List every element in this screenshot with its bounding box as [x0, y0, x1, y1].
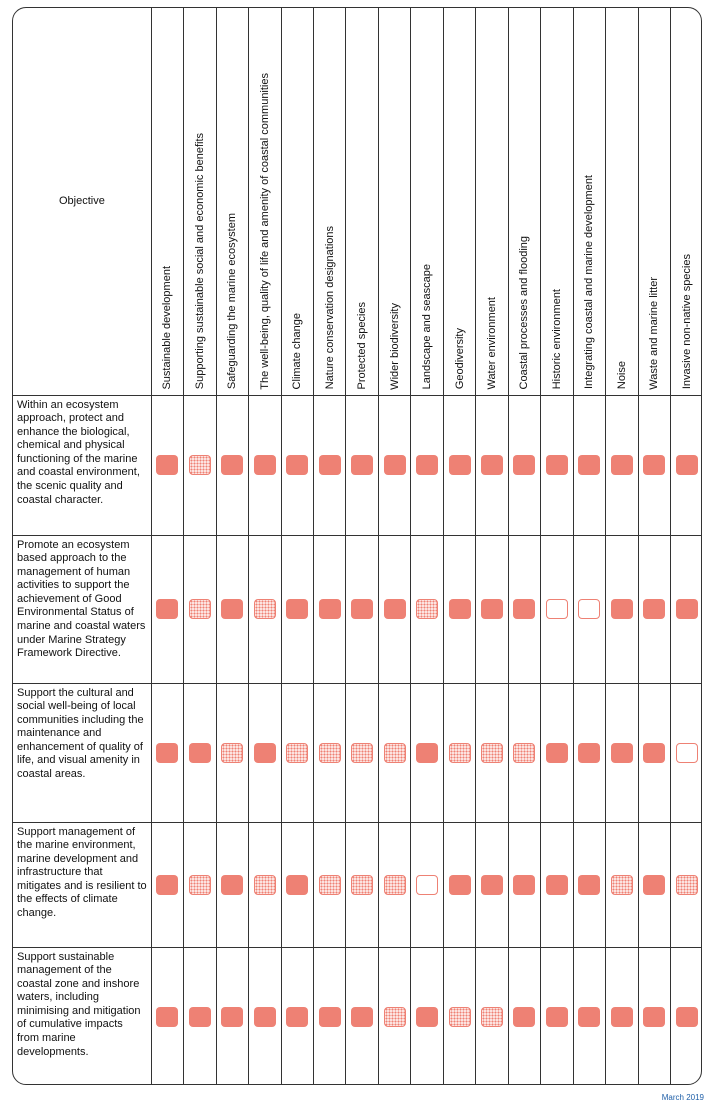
partial-marker — [384, 1007, 406, 1027]
matrix-table — [13, 8, 702, 1085]
compatible-marker — [546, 875, 568, 895]
partial-marker — [189, 875, 211, 895]
matrix-cell — [476, 535, 508, 683]
partial-marker — [676, 875, 698, 895]
compatible-marker — [676, 1007, 698, 1027]
compatible-marker — [578, 743, 600, 763]
partial-marker — [481, 743, 503, 763]
objective-text: Promote an ecosystem based approach to the management of human activities to support the achievement of Good Environmental Status of marine and coastal waters under Marine Strategy Framework Directive. — [13, 535, 151, 683]
compatible-marker — [384, 599, 406, 619]
compatible-marker — [319, 455, 341, 475]
header-row — [13, 8, 702, 395]
compatible-marker — [513, 1007, 535, 1027]
matrix-cell — [508, 535, 540, 683]
theme-label: Historic environment — [550, 289, 563, 390]
matrix-cell — [411, 947, 443, 1085]
compatible-marker — [221, 875, 243, 895]
matrix-cell — [606, 535, 638, 683]
matrix-cell — [151, 535, 183, 683]
theme-header — [281, 8, 313, 395]
compatible-marker — [416, 455, 438, 475]
matrix-cell — [671, 822, 702, 947]
theme-label: Sustainable development — [161, 265, 174, 390]
compatible-marker — [254, 455, 276, 475]
theme-header — [378, 8, 410, 395]
compatible-marker — [156, 455, 178, 475]
compatible-marker — [351, 455, 373, 475]
partial-marker — [351, 875, 373, 895]
matrix-cell — [184, 395, 216, 535]
matrix-cell — [151, 683, 183, 822]
objective-row — [13, 683, 702, 822]
compatible-marker — [189, 1007, 211, 1027]
compatible-marker — [416, 743, 438, 763]
compatible-marker — [643, 875, 665, 895]
matrix-cell — [638, 395, 670, 535]
objective-text: Support sustainable management of the coastal zone and inshore waters, including minimising and mitigation of cumulative impacts from marine developments. — [13, 947, 151, 1085]
matrix-cell — [184, 822, 216, 947]
compatible-marker — [156, 599, 178, 619]
compatible-marker — [319, 1007, 341, 1027]
compatible-marker — [611, 743, 633, 763]
matrix-cell — [443, 947, 475, 1085]
matrix-cell — [378, 947, 410, 1085]
no-relationship-marker — [546, 599, 568, 619]
theme-header — [411, 8, 443, 395]
matrix-cell — [281, 535, 313, 683]
matrix-cell — [216, 822, 248, 947]
matrix-cell — [573, 683, 605, 822]
matrix-cell — [378, 822, 410, 947]
matrix-cell — [249, 947, 281, 1085]
partial-marker — [351, 743, 373, 763]
matrix-cell — [216, 683, 248, 822]
compatible-marker — [286, 455, 308, 475]
matrix-cell — [671, 947, 702, 1085]
theme-header — [346, 8, 378, 395]
matrix-cell — [346, 947, 378, 1085]
theme-header — [216, 8, 248, 395]
compatible-marker — [643, 455, 665, 475]
objective-row — [13, 947, 702, 1085]
matrix-cell — [638, 683, 670, 822]
matrix-cell — [508, 395, 540, 535]
matrix-cell — [638, 822, 670, 947]
compatible-marker — [351, 1007, 373, 1027]
no-relationship-marker — [578, 599, 600, 619]
partial-marker — [254, 599, 276, 619]
compatible-marker — [481, 875, 503, 895]
partial-marker — [319, 875, 341, 895]
matrix-cell — [541, 395, 573, 535]
compatible-marker — [578, 875, 600, 895]
theme-header — [508, 8, 540, 395]
matrix-cell — [151, 822, 183, 947]
matrix-cell — [508, 822, 540, 947]
theme-header — [249, 8, 281, 395]
compatible-marker — [156, 875, 178, 895]
matrix-cell — [184, 683, 216, 822]
compatible-marker — [611, 599, 633, 619]
theme-header — [573, 8, 605, 395]
partial-marker — [254, 875, 276, 895]
theme-label: Invasive non-native species — [681, 254, 693, 390]
partial-marker — [449, 743, 471, 763]
matrix-cell — [249, 535, 281, 683]
matrix-cell — [346, 535, 378, 683]
objective-row — [13, 535, 702, 683]
compatible-marker — [643, 743, 665, 763]
matrix-cell — [184, 947, 216, 1085]
theme-label: Wider biodiversity — [388, 302, 401, 390]
theme-header — [314, 8, 346, 395]
compatible-marker — [221, 455, 243, 475]
matrix-cell — [573, 822, 605, 947]
compatible-marker — [513, 599, 535, 619]
matrix-cell — [671, 683, 702, 822]
theme-header — [638, 8, 670, 395]
compatible-marker — [384, 455, 406, 475]
theme-header — [671, 8, 702, 395]
compatible-marker — [449, 455, 471, 475]
theme-label: Climate change — [291, 313, 304, 390]
compatible-marker — [319, 599, 341, 619]
theme-header — [541, 8, 573, 395]
compatible-marker — [513, 875, 535, 895]
theme-label: Landscape and seascape — [421, 264, 434, 390]
matrix-cell — [216, 535, 248, 683]
matrix-cell — [281, 683, 313, 822]
compatible-marker — [286, 599, 308, 619]
compatible-marker — [676, 455, 698, 475]
compatible-marker — [221, 599, 243, 619]
matrix-cell — [378, 535, 410, 683]
compatible-marker — [254, 1007, 276, 1027]
matrix-cell — [573, 395, 605, 535]
partial-marker — [481, 1007, 503, 1027]
matrix-cell — [346, 395, 378, 535]
matrix-cell — [476, 395, 508, 535]
theme-header — [151, 8, 183, 395]
footer-date: March 2019 — [661, 1093, 704, 1102]
theme-label: Geodiversity — [453, 328, 466, 390]
compatible-marker — [676, 599, 698, 619]
compatible-marker — [416, 1007, 438, 1027]
compatible-marker — [189, 743, 211, 763]
matrix-cell — [216, 947, 248, 1085]
matrix-cell — [443, 395, 475, 535]
theme-label: Safeguarding the marine ecosystem — [226, 213, 239, 390]
theme-header — [443, 8, 475, 395]
objective-row — [13, 395, 702, 535]
compatible-marker — [611, 1007, 633, 1027]
matrix-cell — [281, 822, 313, 947]
partial-marker — [384, 743, 406, 763]
compatible-marker — [611, 455, 633, 475]
no-relationship-marker — [676, 743, 698, 763]
objective-header: Objective — [13, 8, 151, 395]
matrix-cell — [346, 683, 378, 822]
compatible-marker — [546, 455, 568, 475]
compatible-marker — [481, 455, 503, 475]
matrix-cell — [216, 395, 248, 535]
matrix-cell — [638, 947, 670, 1085]
theme-label: Supporting sustainable social and economic benefits — [193, 133, 206, 390]
theme-label: Water environment — [486, 296, 499, 390]
matrix-cell — [151, 395, 183, 535]
partial-marker — [286, 743, 308, 763]
partial-marker — [449, 1007, 471, 1027]
matrix-cell — [541, 535, 573, 683]
compatible-marker — [546, 743, 568, 763]
matrix-cell — [476, 683, 508, 822]
partial-marker — [221, 743, 243, 763]
matrix-cell — [443, 683, 475, 822]
matrix-cell — [281, 395, 313, 535]
matrix-cell — [411, 822, 443, 947]
theme-label: Waste and marine litter — [648, 276, 661, 390]
matrix-cell — [249, 683, 281, 822]
partial-marker — [189, 455, 211, 475]
matrix-cell — [508, 683, 540, 822]
matrix-cell — [346, 822, 378, 947]
theme-label: Nature conservation designations — [323, 226, 336, 390]
matrix-cell — [378, 683, 410, 822]
partial-marker — [611, 875, 633, 895]
matrix-cell — [443, 822, 475, 947]
matrix-cell — [671, 395, 702, 535]
matrix-cell — [411, 395, 443, 535]
theme-label: Noise — [615, 361, 628, 390]
matrix-cell — [671, 535, 702, 683]
compatible-marker — [221, 1007, 243, 1027]
matrix-cell — [314, 683, 346, 822]
matrix-cell — [314, 822, 346, 947]
matrix-cell — [476, 822, 508, 947]
compatible-marker — [351, 599, 373, 619]
matrix-cell — [314, 535, 346, 683]
compatible-marker — [481, 599, 503, 619]
matrix-cell — [378, 395, 410, 535]
compatible-marker — [449, 875, 471, 895]
theme-label: Coastal processes and flooding — [518, 236, 531, 390]
compatible-marker — [156, 743, 178, 763]
matrix-cell — [606, 822, 638, 947]
matrix-cell — [573, 947, 605, 1085]
matrix-cell — [476, 947, 508, 1085]
objective-text: Support management of the marine environment, marine development and infrastructure that mitigates and is resilient to the effects of climate change. — [13, 822, 151, 947]
partial-marker — [416, 599, 438, 619]
matrix-cell — [606, 947, 638, 1085]
matrix-cell — [606, 683, 638, 822]
no-relationship-marker — [416, 875, 438, 895]
matrix-cell — [314, 947, 346, 1085]
matrix-cell — [541, 822, 573, 947]
partial-marker — [189, 599, 211, 619]
matrix-cell — [573, 535, 605, 683]
theme-header — [184, 8, 216, 395]
theme-label: Integrating coastal and marine development — [583, 175, 596, 390]
theme-label: The well-being, quality of life and amenity of coastal communities — [258, 72, 271, 390]
compatible-marker — [449, 599, 471, 619]
compatible-marker — [513, 455, 535, 475]
partial-marker — [319, 743, 341, 763]
matrix-cell — [508, 947, 540, 1085]
theme-header — [606, 8, 638, 395]
compatible-marker — [546, 1007, 568, 1027]
compatibility-matrix — [12, 7, 702, 1085]
theme-label: Protected species — [356, 302, 369, 390]
matrix-cell — [411, 535, 443, 683]
matrix-cell — [249, 395, 281, 535]
matrix-cell — [151, 947, 183, 1085]
matrix-cell — [184, 535, 216, 683]
compatible-marker — [156, 1007, 178, 1027]
compatible-marker — [286, 1007, 308, 1027]
matrix-cell — [281, 947, 313, 1085]
compatible-marker — [286, 875, 308, 895]
matrix-cell — [638, 535, 670, 683]
matrix-cell — [249, 822, 281, 947]
objective-text: Within an ecosystem approach, protect and enhance the biological, chemical and physical functioning of the marine and coastal environment, the scenic quality and coastal character. — [13, 395, 151, 535]
theme-header — [476, 8, 508, 395]
compatible-marker — [578, 1007, 600, 1027]
compatible-marker — [643, 1007, 665, 1027]
matrix-cell — [314, 395, 346, 535]
objective-row — [13, 822, 702, 947]
compatible-marker — [578, 455, 600, 475]
objective-text: Support the cultural and social well-being of local communities including the maintenance and enhancement of quality of life, and visual amenity in coastal areas. — [13, 683, 151, 822]
matrix-cell — [411, 683, 443, 822]
compatible-marker — [254, 743, 276, 763]
matrix-cell — [541, 683, 573, 822]
matrix-cell — [443, 535, 475, 683]
matrix-cell — [541, 947, 573, 1085]
matrix-cell — [606, 395, 638, 535]
partial-marker — [384, 875, 406, 895]
partial-marker — [513, 743, 535, 763]
compatible-marker — [643, 599, 665, 619]
